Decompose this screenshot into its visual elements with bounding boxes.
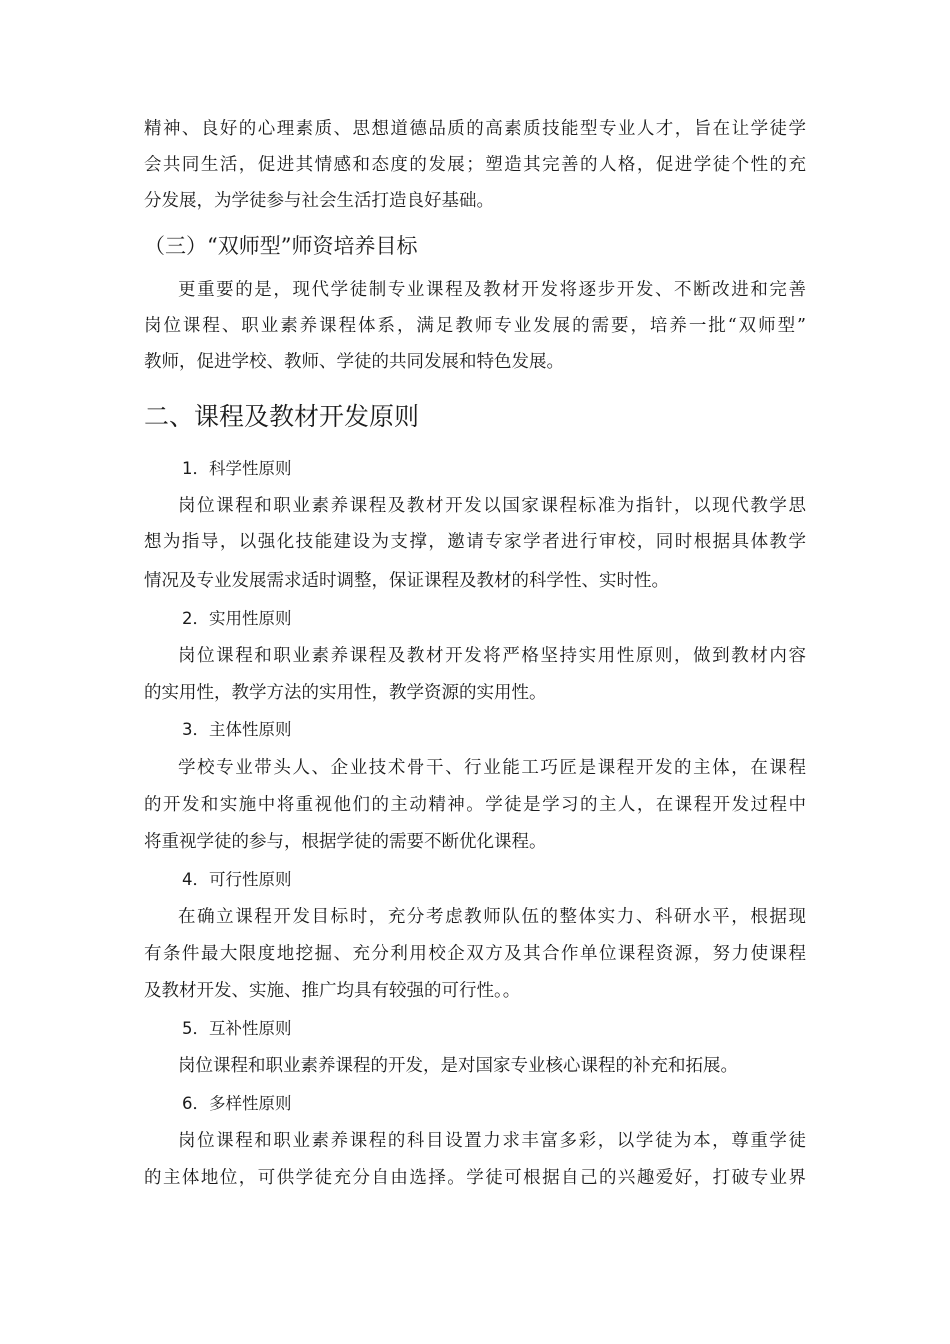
item-heading: 5．互补性原则 (182, 1019, 292, 1038)
paragraph-line: 教师，促进学校、教师、学徒的共同发展和特色发展。 (144, 352, 564, 372)
paragraph-line: 的实用性，教学方法的实用性，教学资源的实用性。 (144, 683, 547, 703)
paragraph-line: 岗位课程和职业素养课程及教材开发以国家课程标准为指针，以现代教学思 (178, 496, 806, 516)
paragraph-line: 分发展，为学徒参与社会生活打造良好基础。 (144, 191, 494, 211)
paragraph-line: 的开发和实施中将重视他们的主动精神。学徒是学习的主人，在课程开发过程中 (144, 795, 806, 815)
paragraph-line: 想为指导，以强化技能建设为支撑，邀请专家学者进行审校，同时根据具体教学 (144, 532, 806, 552)
item-heading: 1．科学性原则 (182, 459, 292, 478)
paragraph-line: 更重要的是，现代学徒制专业课程及教材开发将逐步开发、不断改进和完善 (178, 280, 806, 300)
paragraph-line: 有条件最大限度地挖掘、充分利用校企双方及其合作单位课程资源，努力使课程 (144, 944, 806, 964)
paragraph-line: 在确立课程开发目标时，充分考虑教师队伍的整体实力、科研水平，根据现 (178, 907, 806, 927)
section-heading: 二、课程及教材开发原则 (144, 402, 420, 431)
item-heading: 3．主体性原则 (182, 720, 292, 739)
paragraph-line: 及教材开发、实施、推广均具有较强的可行性。。 (144, 981, 521, 1001)
paragraph-line: 岗位课程、职业素养课程体系，满足教师专业发展的需要，培养一批“双师型” (144, 316, 806, 336)
paragraph-line: 精神、良好的心理素质、思想道德品质的高素质技能型专业人才，旨在让学徒学 (144, 119, 806, 139)
item-heading: 4．可行性原则 (182, 870, 292, 889)
subsection-heading: （三）“双师型”师资培养目标 (144, 234, 418, 258)
paragraph-line: 岗位课程和职业素养课程及教材开发将严格坚持实用性原则，做到教材内容 (178, 646, 806, 666)
paragraph-line: 岗位课程和职业素养课程的科目设置力求丰富多彩，以学徒为本，尊重学徒 (178, 1131, 806, 1151)
item-heading: 2．实用性原则 (182, 609, 292, 628)
paragraph-line: 将重视学徒的参与，根据学徒的需要不断优化课程。 (144, 832, 547, 852)
paragraph-line: 的主体地位，可供学徒充分自由选择。学徒可根据自己的兴趣爱好，打破专业界 (144, 1168, 806, 1188)
item-heading: 6．多样性原则 (182, 1094, 292, 1113)
paragraph-line: 学校专业带头人、企业技术骨干、行业能工巧匠是课程开发的主体，在课程 (178, 758, 806, 778)
paragraph-line: 岗位课程和职业素养课程的开发，是对国家专业核心课程的补充和拓展。 (178, 1056, 738, 1076)
paragraph-line: 情况及专业发展需求适时调整，保证课程及教材的科学性、实时性。 (144, 571, 669, 591)
paragraph-line: 会共同生活，促进其情感和态度的发展；塑造其完善的人格，促进学徒个性的充 (144, 155, 806, 175)
